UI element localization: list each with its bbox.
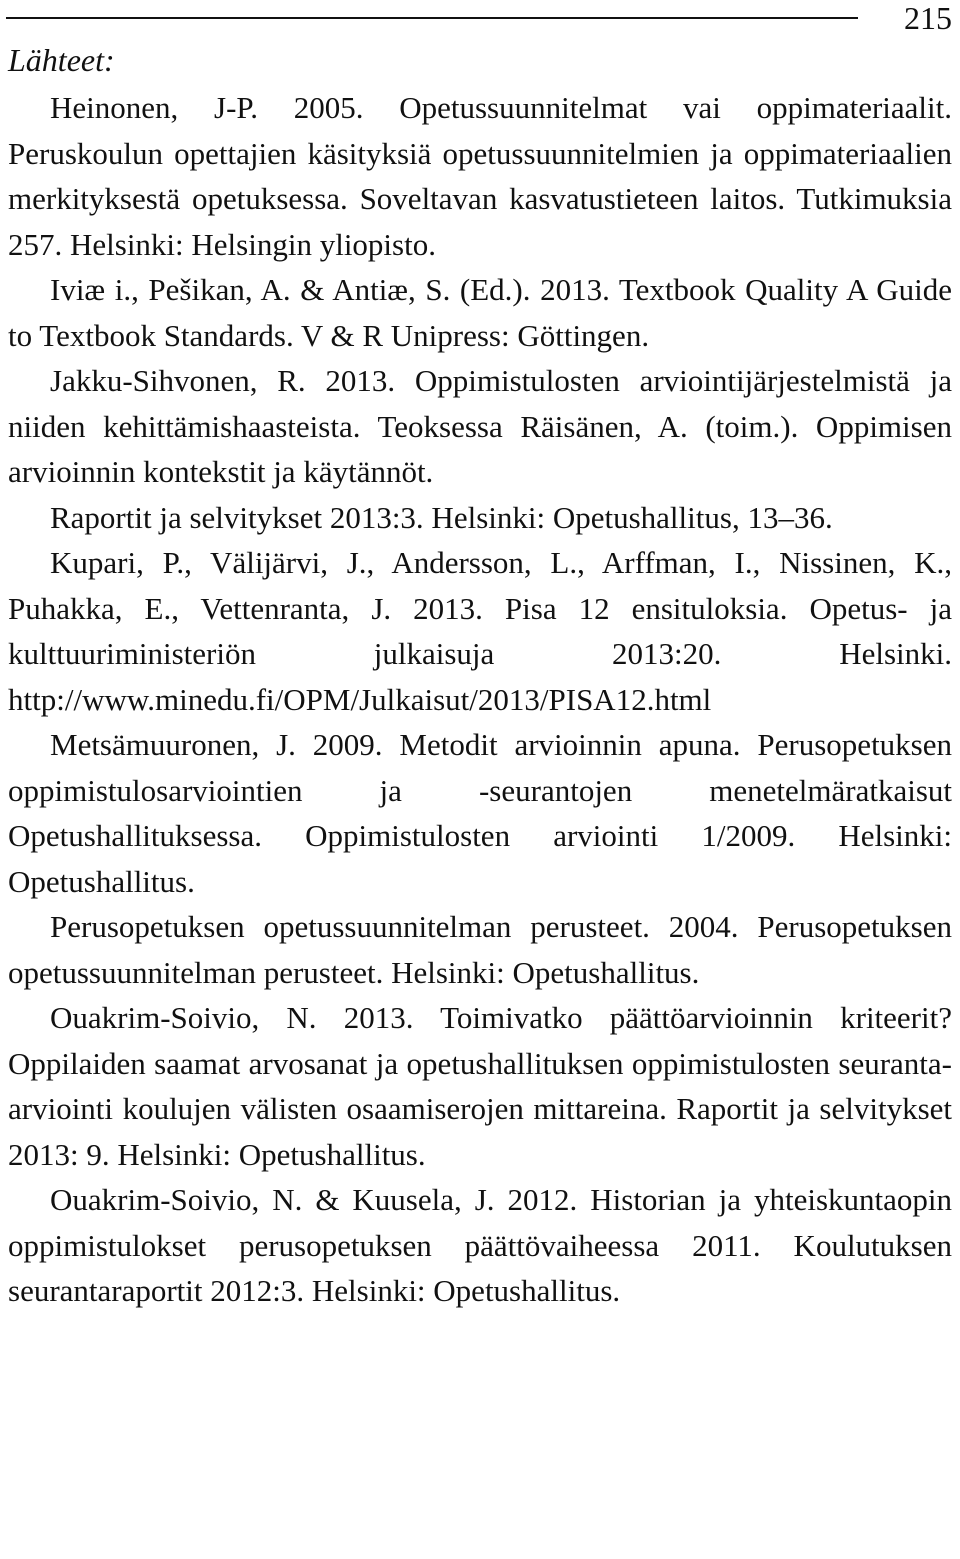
reference-entry: Kupari, P., Välijärvi, J., Andersson, L., Arffman, I., Nissinen, K., Puhakka, E., Vettenranta, J. 2013. Pisa 12 ensituloksia. Opetus- ja kulttuuriministeriön julkaisuja 2013:20. Helsinki. http://www.minedu.fi/OPM/Julkaisut/2013/PISA12.html <box>8 545 952 717</box>
references-heading: Lähteet: <box>8 42 115 78</box>
page-number: 215 <box>904 0 952 36</box>
reference-entry: Perusopetuksen opetussuunnitelman perusteet. 2004. Perusopetuksen opetussuunnitelman perusteet. Helsinki: Opetushallitus. <box>8 909 952 990</box>
reference-entry: Iviæ i., Pešikan, A. & Antiæ, S. (Ed.). 2013. Textbook Quality A Guide to Textbook Standards. V & R Unipress: Göttingen. <box>8 272 952 353</box>
reference-entry: Metsämuuronen, J. 2009. Metodit arvioinnin apuna. Perusopetuksen oppimistulosarviointien ja -seurantojen menetelmäratkaisut Opetushallituksessa. Oppimistulosten arviointi 1/2009. Helsinki: Opetushallitus. <box>8 727 952 899</box>
reference-entry: Ouakrim-Soivio, N. & Kuusela, J. 2012. Historian ja yhteiskuntaopin oppimistulokset perusopetuksen päättövaiheessa 2011. Koulutuksen seurantaraportit 2012:3. Helsinki: Opetushallitus. <box>8 1182 952 1308</box>
reference-list <box>8 85 952 1314</box>
reference-entry: Raportit ja selvitykset 2013:3. Helsinki: Opetushallitus, 13–36. <box>50 499 833 535</box>
header-rule <box>6 17 858 19</box>
reference-entry: Heinonen, J-P. 2005. Opetussuunnitelmat vai oppimateriaalit. Peruskoulun opettajien käsityksiä opetussuunnitelmien ja oppimateriaalien merkityksestä opetuksessa. Soveltavan kasvatustieteen laitos. Tutkimuksia 257. Helsinki: Helsingin yliopisto. <box>8 90 952 262</box>
page-header <box>0 0 960 40</box>
reference-entry: Jakku-Sihvonen, R. 2013. Oppimistulosten arviointijärjestelmistä ja niiden kehittämishaasteista. Teoksessa Räisänen, A. (toim.). Oppimisen arvioinnin kontekstit ja käytännöt. <box>8 363 952 489</box>
reference-entry: Ouakrim-Soivio, N. 2013. Toimivatko päättöarvioinnin kriteerit? Oppilaiden saamat arvosanat ja opetushallituksen oppimistulosten seuranta-arviointi koulujen välisten osaamiserojen mittareina. Raportit ja selvitykset 2013: 9. Helsinki: Opetushallitus. <box>8 1000 952 1172</box>
